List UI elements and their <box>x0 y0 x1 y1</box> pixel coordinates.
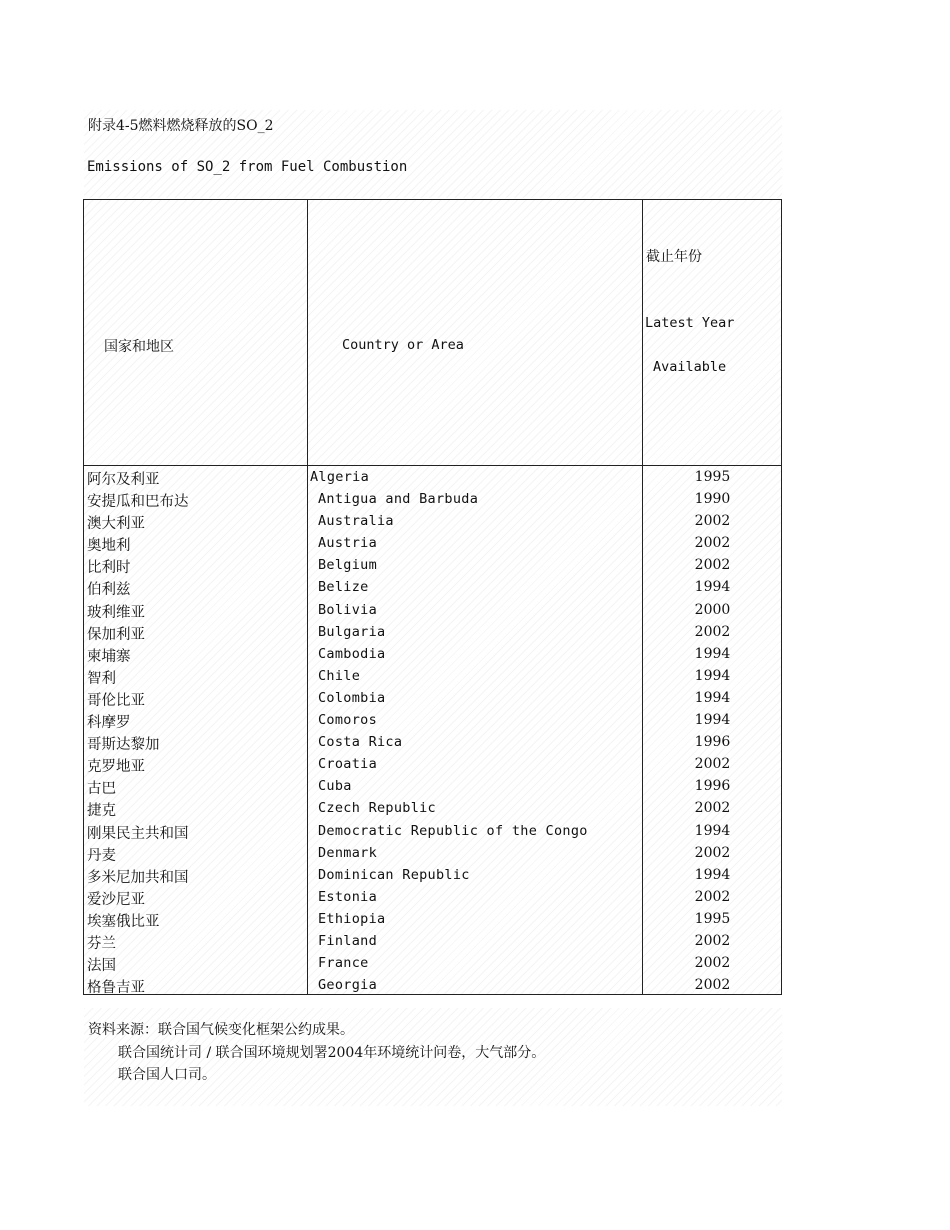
table-row <box>84 554 781 576</box>
cell-country-cn: 保加利亚 <box>87 626 145 643</box>
cell-year: 2002 <box>694 977 731 994</box>
page-title-en: Emissions of SO_2 from Fuel Combustion <box>87 159 408 175</box>
table-row <box>84 753 781 775</box>
cell-country-en: Belgium <box>318 557 377 574</box>
cell-country-cn: 安提瓜和巴布达 <box>87 494 189 511</box>
cell-country-cn: 哥伦比亚 <box>87 692 145 709</box>
cell-country-en: Cuba <box>318 778 352 795</box>
cell-country-en: Antigua and Barbuda <box>318 491 479 508</box>
table-row <box>84 820 781 842</box>
table-row <box>84 466 781 488</box>
cell-year: 1994 <box>694 689 731 706</box>
cell-country-en: Costa Rica <box>318 734 403 751</box>
source-note-line3: 联合国人口司。 <box>118 1067 216 1083</box>
header-year-en-line2: Available <box>653 359 727 375</box>
table-row <box>84 731 781 753</box>
table-row <box>84 797 781 819</box>
cell-country-en: Croatia <box>318 756 377 773</box>
cell-year: 2002 <box>694 932 731 949</box>
cell-country-en: Czech Republic <box>318 800 436 817</box>
cell-year: 1994 <box>694 579 731 596</box>
cell-country-en: Belize <box>318 579 369 596</box>
cell-country-cn: 奥地利 <box>87 538 131 555</box>
header-country-cn: 国家和地区 <box>104 339 174 355</box>
table-row <box>84 886 781 908</box>
cell-country-cn: 芬兰 <box>87 935 116 952</box>
cell-year: 1990 <box>694 491 731 508</box>
cell-country-cn: 法国 <box>87 958 116 975</box>
table-row <box>84 709 781 731</box>
cell-country-cn: 智利 <box>87 670 116 687</box>
cell-year: 2002 <box>694 557 731 574</box>
cell-year: 1994 <box>694 645 731 662</box>
table-body <box>84 466 781 996</box>
cell-country-cn: 科摩罗 <box>87 715 131 732</box>
cell-country-en: Bolivia <box>318 601 377 618</box>
cell-year: 1995 <box>694 469 731 485</box>
cell-country-cn: 刚果民主共和国 <box>87 825 189 842</box>
cell-year: 1994 <box>694 667 731 684</box>
cell-country-en: Cambodia <box>318 645 386 662</box>
cell-country-cn: 克罗地亚 <box>87 759 145 776</box>
cell-country-en: Colombia <box>318 689 386 706</box>
cell-country-cn: 爱沙尼亚 <box>87 891 145 908</box>
cell-year: 2002 <box>694 513 731 530</box>
source-note-line1: 资料来源：联合国气候变化框架公约成果。 <box>88 1022 354 1038</box>
table-row <box>84 974 781 996</box>
cell-country-cn: 玻利维亚 <box>87 604 145 621</box>
cell-country-cn: 捷克 <box>87 803 116 820</box>
table-row <box>84 952 781 974</box>
cell-country-cn: 柬埔寨 <box>87 648 131 665</box>
cell-year: 2002 <box>694 844 731 861</box>
header-country-en: Country or Area <box>342 337 464 353</box>
cell-year: 2002 <box>694 955 731 972</box>
table-row <box>84 621 781 643</box>
cell-year: 2002 <box>694 888 731 905</box>
table-row <box>84 665 781 687</box>
cell-country-cn: 古巴 <box>87 781 116 798</box>
data-table <box>83 199 782 995</box>
cell-country-cn: 澳大利亚 <box>87 516 145 533</box>
cell-country-cn: 伯利兹 <box>87 582 131 599</box>
cell-country-en: Chile <box>318 667 361 684</box>
cell-country-cn: 多米尼加共和国 <box>87 869 189 886</box>
header-year-cn: 截止年份 <box>646 249 702 265</box>
cell-year: 1994 <box>694 822 731 839</box>
cell-country-cn: 格鲁吉亚 <box>87 980 145 997</box>
cell-year: 2002 <box>694 756 731 773</box>
cell-country-en: Estonia <box>318 888 377 905</box>
cell-country-en: Austria <box>318 535 377 552</box>
cell-country-en: Bulgaria <box>318 623 386 640</box>
table-row <box>84 532 781 554</box>
cell-year: 1996 <box>694 734 731 751</box>
table-row <box>84 908 781 930</box>
table-row <box>84 687 781 709</box>
page-title-cn: 附录4-5燃料燃烧释放的SO_2 <box>88 118 274 134</box>
cell-country-en: Australia <box>318 513 394 530</box>
table-row <box>84 488 781 510</box>
cell-country-en: Finland <box>318 932 377 949</box>
cell-country-cn: 埃塞俄比亚 <box>87 913 160 930</box>
cell-year: 1995 <box>694 910 731 927</box>
cell-country-en: Algeria <box>310 469 369 485</box>
table-row <box>84 643 781 665</box>
table-row <box>84 599 781 621</box>
cell-year: 2000 <box>694 601 731 618</box>
table-row <box>84 775 781 797</box>
table-row <box>84 930 781 952</box>
cell-year: 2002 <box>694 623 731 640</box>
cell-year: 1996 <box>694 778 731 795</box>
header-year-en-line1: Latest Year <box>645 315 735 331</box>
cell-country-en: Comoros <box>318 712 377 729</box>
cell-country-en: Georgia <box>318 977 377 994</box>
cell-country-en: Democratic Republic of the Congo <box>318 822 588 839</box>
cell-country-en: Denmark <box>318 844 377 861</box>
cell-country-en: Dominican Republic <box>318 866 470 883</box>
cell-country-en: Ethiopia <box>318 910 386 927</box>
table-row <box>84 842 781 864</box>
table-row <box>84 864 781 886</box>
cell-country-en: France <box>318 955 369 972</box>
cell-year: 1994 <box>694 712 731 729</box>
cell-country-cn: 哥斯达黎加 <box>87 737 160 754</box>
cell-year: 2002 <box>694 800 731 817</box>
cell-country-cn: 比利时 <box>87 560 131 577</box>
cell-country-cn: 丹麦 <box>87 847 116 864</box>
table-row <box>84 510 781 532</box>
cell-country-cn: 阿尔及利亚 <box>87 472 160 488</box>
table-row <box>84 576 781 598</box>
source-note-line2: 联合国统计司 / 联合国环境规划署2004年环境统计问卷，大气部分。 <box>118 1045 546 1061</box>
cell-year: 2002 <box>694 535 731 552</box>
cell-year: 1994 <box>694 866 731 883</box>
